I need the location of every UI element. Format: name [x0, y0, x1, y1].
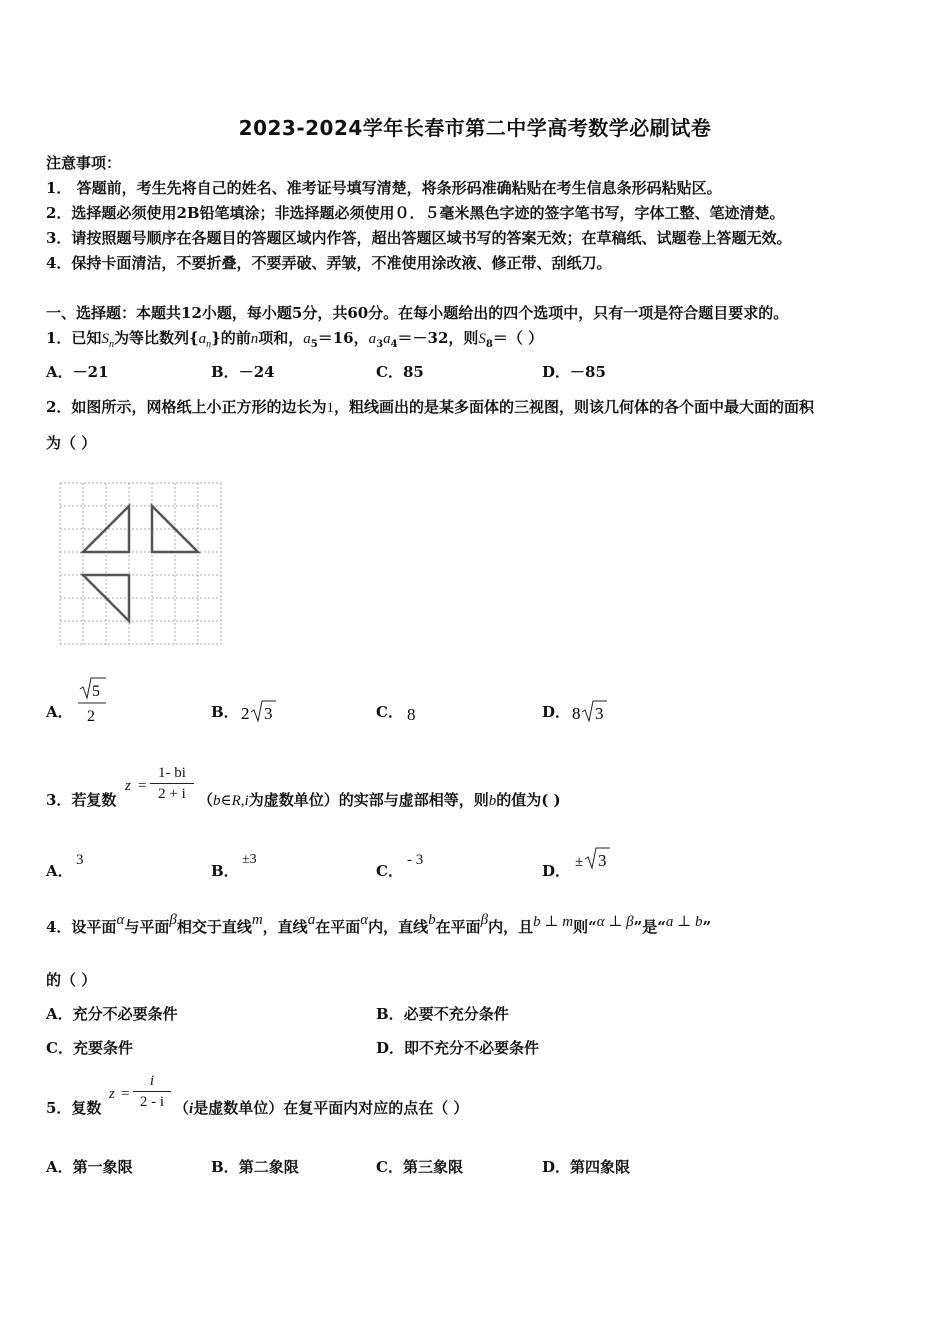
q3-fraction-denominator: 2 + i	[158, 786, 186, 802]
q5-text	[174, 1097, 468, 1118]
q1-option-c-text: 85	[402, 363, 424, 381]
q5-var-i: i	[189, 1101, 194, 1117]
q2-option-a-value[interactable]	[74, 676, 110, 726]
question-2	[46, 396, 814, 417]
question-1	[46, 327, 543, 350]
q3-comma: ,	[240, 793, 245, 809]
notice-heading: 注意事项：	[46, 154, 122, 172]
q5-option-b[interactable]	[211, 1156, 299, 1177]
q1-var-a: a	[198, 331, 207, 347]
q3-condition	[198, 789, 561, 810]
q4-beta-2: β	[480, 912, 489, 928]
q3-option-c-value[interactable]: - 3	[407, 852, 424, 868]
q4-b: b	[428, 912, 436, 928]
q2-option-b-label[interactable]: B．	[211, 703, 239, 721]
q5-paren: （	[174, 1099, 190, 1117]
q2-option-a-label[interactable]: A．	[46, 703, 73, 721]
question-4-line-2: 的（ ）	[46, 971, 97, 989]
q5-option-b-text: 第二象限	[238, 1158, 299, 1176]
q3-option-b-value[interactable]: ±3	[242, 852, 257, 867]
q5-option-c[interactable]	[376, 1156, 463, 1177]
q4-alpha-2: α	[360, 912, 369, 928]
q4-text-10: ”	[702, 918, 712, 936]
q2-option-c-label[interactable]: C．	[376, 703, 403, 721]
q5-option-b-label: B．	[211, 1158, 239, 1176]
q5-fraction-denominator: 2 - i	[139, 1094, 165, 1110]
q1-number: 1．已知	[46, 329, 102, 347]
q1-text-2: }的前	[211, 329, 251, 347]
notice-item-4: 4．保持卡面清洁，不要折叠，不要弄破、弄皱，不准使用涂改液、修正带、刮纸刀。	[46, 254, 612, 272]
fraction-bar	[150, 783, 194, 784]
q3-number: 3．若复数	[46, 791, 117, 809]
q2-option-d-value[interactable]	[571, 698, 611, 724]
q4-option-d-label: D．	[376, 1039, 405, 1057]
q2-a-radicand: 5	[92, 683, 100, 700]
q1-eq32: ＝－32，则	[397, 329, 479, 347]
q3-paren-text: 为虚数单位）的实部与虚部相等，则	[248, 791, 489, 809]
q3-option-a-value[interactable]: 3	[76, 852, 84, 868]
q3-in: ∈	[220, 793, 232, 809]
q3-option-a-label[interactable]: A．	[46, 862, 73, 880]
q4-number: 4．设平面	[46, 918, 117, 936]
q2-b-radicand: 3	[264, 704, 273, 723]
q5-tail: 是虚数单位）在复平面内对应的点在（ ）	[193, 1099, 469, 1117]
q4-text-3: ，直线	[262, 918, 308, 936]
q4-beta: β	[169, 912, 177, 928]
q5-option-a-text: 第一象限	[72, 1158, 133, 1176]
q4-perp-ab: a ⊥ b	[665, 914, 703, 930]
q4-option-d-text: 即不充分不必要条件	[404, 1039, 540, 1057]
q4-text-2: 相交于直线	[176, 918, 252, 936]
notice-item-1: 1． 答题前，考生先将自己的姓名、准考证号填写清楚，将条形码准确粘贴在考生信息条形码粘贴区。	[46, 179, 722, 197]
three-view-figure	[55, 478, 225, 648]
q1-option-c-label: C．	[376, 363, 403, 381]
q2-option-c-value[interactable]: 8	[407, 705, 416, 724]
q3-fraction	[150, 764, 194, 803]
q4-text-1: 与平面	[124, 918, 170, 936]
grid-lines	[60, 483, 221, 644]
q4-option-d[interactable]	[376, 1037, 539, 1058]
q5-number: 5．复数	[46, 1099, 102, 1117]
q2-one: 1	[326, 400, 334, 416]
q4-option-a-label: A．	[46, 1005, 73, 1023]
q1-sub-n2: n	[206, 339, 212, 350]
q4-text-9: ”是“	[633, 918, 666, 936]
q2-option-d-label[interactable]: D．	[542, 703, 571, 721]
question-2-line-2: 为（ ）	[46, 434, 97, 452]
q5-option-a[interactable]	[46, 1156, 133, 1177]
q3-equals: =	[138, 778, 147, 794]
q3-option-b-label[interactable]: B．	[211, 862, 239, 880]
q1-eq16: ＝16，	[317, 329, 369, 347]
q3-var-R: R	[231, 793, 241, 809]
q4-option-b-label: B．	[376, 1005, 404, 1023]
q3-var-b2: b	[488, 793, 497, 809]
q4-option-c[interactable]	[46, 1037, 133, 1058]
q1-tail: ＝（ ）	[492, 329, 544, 347]
q1-var-n: n	[250, 331, 259, 347]
q4-option-b[interactable]	[376, 1003, 509, 1024]
q5-fraction-numerator: i	[149, 1073, 155, 1089]
q1-option-a[interactable]	[46, 361, 109, 382]
q1-var-a4: a	[383, 331, 391, 347]
q4-text-8: 则“	[573, 918, 597, 936]
q1-option-a-text: －21	[72, 363, 109, 381]
q1-option-b-text: －24	[238, 363, 275, 381]
fraction-bar	[133, 1091, 171, 1092]
q5-option-d-label: D．	[542, 1158, 571, 1176]
q1-option-b[interactable]	[211, 361, 275, 382]
q1-option-d-text: －85	[570, 363, 606, 381]
q5-option-a-label: A．	[46, 1158, 73, 1176]
q1-option-d-label: D．	[542, 363, 571, 381]
q3-option-d-value[interactable]	[574, 846, 614, 872]
q4-alpha: α	[116, 912, 125, 928]
question-4	[46, 912, 906, 937]
q3-var-i: i	[244, 793, 249, 809]
q3-var-b: b	[213, 793, 221, 809]
q5-option-d-text: 第四象限	[570, 1158, 631, 1176]
q5-var-z: z	[109, 1086, 115, 1102]
q4-text-6: 在平面	[435, 918, 481, 936]
q1-var-S8: S	[478, 331, 486, 347]
notice-item-2: 2．选择题必须使用2B铅笔填涂；非选择题必须使用０．５毫米黑色字迹的签字笔书写，字体工整、笔迹清楚。	[46, 204, 785, 222]
q1-sub-n: n	[108, 339, 114, 350]
q2-a-denominator: 2	[87, 708, 95, 725]
q2-b-coef: 2	[241, 704, 250, 723]
q4-text-7: 内，且	[488, 918, 534, 936]
q3-d-plusminus: ±	[575, 854, 584, 870]
q3-tail: 的值为( )	[496, 791, 561, 809]
q1-sub-4: 4	[390, 339, 398, 350]
q3-d-radicand: 3	[598, 851, 607, 870]
q2-text-2: ，粗线画出的是某多面体的三视图，则该几何体的各个面中最大面的面积	[333, 398, 814, 416]
q2-d-radicand: 3	[595, 704, 604, 723]
q2-text-1: 2．如图所示，网格纸上小正方形的边长为	[46, 398, 327, 416]
page-title: 2023-2024学年长春市第二中学高考数学必刷试卷	[238, 116, 712, 140]
section-heading: 一、选择题：本题共12小题，每小题5分，共60分。在每小题给出的四个选项中，只有一项是符合题目要求的。	[46, 304, 789, 322]
q5-equals: =	[121, 1086, 130, 1102]
q1-sub-8: 8	[485, 339, 493, 350]
q4-option-a-text: 充分不必要条件	[72, 1005, 178, 1023]
q4-a: a	[307, 912, 316, 928]
q1-option-a-label: A．	[46, 363, 73, 381]
q1-sub-3: 3	[376, 339, 384, 350]
q4-text-5: 内，直线	[368, 918, 429, 936]
q4-option-b-text: 必要不充分条件	[403, 1005, 509, 1023]
q4-text-4: 在平面	[315, 918, 361, 936]
q4-option-a[interactable]	[46, 1003, 178, 1024]
q3-fraction-numerator: 1- bi	[158, 765, 186, 781]
q1-var-a3: a	[368, 331, 377, 347]
q3-paren-open: （	[198, 791, 214, 809]
q5-fraction	[133, 1072, 171, 1111]
q4-perp-alpha-beta: α ⊥ β	[596, 914, 634, 930]
q5-option-c-text: 第三象限	[402, 1158, 463, 1176]
q1-var-S: S	[101, 331, 109, 347]
q2-d-coef: 8	[572, 704, 581, 723]
q3-var-z: z	[125, 778, 131, 794]
q1-sub-5: 5	[310, 339, 318, 350]
q3-option-d-label[interactable]: D．	[542, 862, 571, 880]
q5-option-d[interactable]	[542, 1156, 630, 1177]
notice-item-3: 3．请按照题号顺序在各题目的答题区域内作答，超出答题区域书写的答案无效；在草稿纸、试题卷上答题无效。	[46, 229, 792, 247]
q1-text-1: 为等比数列{	[113, 329, 199, 347]
q1-option-d[interactable]	[542, 361, 606, 382]
q1-text-3: 项和，	[258, 329, 304, 347]
q3-option-c-label[interactable]: C．	[376, 862, 403, 880]
q2-option-b-value[interactable]	[240, 698, 280, 724]
q4-perp-bm: b ⊥ m	[533, 914, 574, 930]
q1-var-a5: a	[303, 331, 311, 347]
q1-option-c[interactable]	[376, 361, 424, 382]
q5-option-c-label: C．	[376, 1158, 403, 1176]
q4-m: m	[251, 912, 263, 928]
q1-option-b-label: B．	[211, 363, 239, 381]
q4-option-c-text: 充要条件	[72, 1039, 133, 1057]
q4-option-c-label: C．	[46, 1039, 73, 1057]
